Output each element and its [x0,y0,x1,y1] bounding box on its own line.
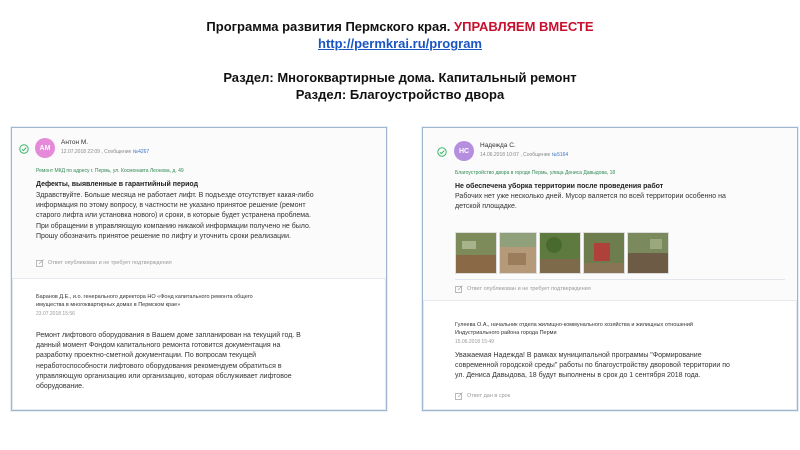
section-label-yard: Раздел: Благоустройство двора [295,87,505,102]
response-line: современной городской среды" работы по благоустройству дворовой территории по [455,362,730,370]
slide-header [0,18,800,103]
response-author [36,294,376,309]
message-title: Дефекты, выявленные в гарантийный период [36,181,199,188]
answer-status [36,259,172,267]
program-name: Программа развития Пермского края. [206,19,455,34]
message-title: Не обеспечена уборка территории после проведения работ [455,183,664,190]
response-line: данный момент Фондом капитального ремонта готовится документация на [36,342,281,350]
photo-image-icon [584,233,624,273]
body-line: информация по этому вопросу, в частности не указано принятое решение (ремонт [36,202,306,210]
response-line: неработоспособности лифтового оборудования рекомендуем обратиться в [36,362,282,370]
message-card-left [11,127,387,411]
attached-photo[interactable] [539,232,581,274]
photo-image-icon [456,233,496,273]
check-circle-icon [437,147,447,157]
answer-status-text: Ответ опубликован и не требует подтверждения [48,260,172,266]
message-address[interactable]: Благоустройство двора в городе Пермь, улица Дениса Давыдова, 18 [455,170,616,176]
edit-icon [455,285,463,293]
response-author-line: Индустриального района города Перми [455,329,557,336]
program-slogan: УПРАВЛЯЕМ ВМЕСТЕ [454,19,594,34]
avatar: НС [454,141,474,161]
body-line: Прошу обозначить принятое решение по лифту и уточнить сроки реализации. [36,232,291,240]
response-line: управляющую организацию или организацию, которая обслуживает лифтовое [36,372,292,380]
program-link[interactable]: http://permkrai.ru/program [318,36,482,51]
message-card-right [422,127,798,411]
message-address[interactable]: Ремонт МКД по адресу г. Пермь, ул. Космонавта Леонова, д. 49 [36,168,184,174]
message-number-link[interactable]: №5164 [551,152,569,158]
body-line: Рабочих нет уже несколько дней. Мусор валяется по всей территории особенно на [455,193,726,200]
attached-photo[interactable] [499,232,537,274]
answer-status [455,285,591,293]
attached-photo[interactable] [455,232,497,274]
photo-image-icon [628,233,668,273]
response-line: оборудование. [36,383,85,391]
author-name: Надежда С. [480,142,516,149]
body-line: старого лифта или установка нового) и сроки, в которые будет устранена проблема. [36,212,311,220]
response-author-line: Гулеева О.А., начальник отдела жилищно-коммунального хозяйства и жилищных отношений [455,322,693,328]
check-circle-icon [19,144,29,154]
edit-icon [36,259,44,267]
author-name: Антон М. [61,139,89,146]
response-date: 23.07.2018 15:56 [36,311,75,317]
response-author [455,322,790,337]
answer-footer[interactable] [455,392,510,400]
response-author-line: Баранов Д.Е., и.о. генерального директора НО «Фонд капитального ремонта общего [36,294,253,300]
response-line: Ремонт лифтового оборудования в Вашем доме запланирован на текущий год. В [36,332,301,339]
attached-photo[interactable] [627,232,669,274]
response-line: Уважаемая Надежда! В рамках муниципальной программы "Формирование [455,352,702,359]
body-line: детской площадке. [455,203,517,211]
avatar: АМ [35,138,55,158]
response-line: ул. Дениса Давыдова, 18 будут выполнены в срок до 1 сентября 2018 года. [455,372,701,380]
answer-status-text: Ответ опубликован и не требует подтверждения [467,286,591,292]
body-line: Здравствуйте. Больше месяца не работает лифт. В подъезде отсутствует какая-либо [36,192,314,199]
edit-icon [455,392,463,400]
message-body [455,192,790,212]
message-body [36,191,381,242]
program-title [0,18,800,35]
message-meta [480,152,568,158]
divider [455,279,785,280]
photo-image-icon [500,233,536,273]
attached-photo[interactable] [583,232,625,274]
section-label-housing: Раздел: Многоквартирные дома. Капитальный ремонт [223,70,577,85]
body-line: При обращении в управляющую компанию никакой информации получено не было. [36,222,311,230]
message-number-link[interactable]: №4267 [132,149,150,155]
message-date: 14.06.2018 10:07 , Сообщение [480,152,552,158]
response-text [455,351,790,382]
response-author-line: имущества в многоквартирных домах в Пермском крае» [36,301,181,308]
message-date: 12.07.2018 22:09 , Сообщение [61,149,133,155]
response-text [36,331,381,392]
answer-on-time-text: Ответ дан в срок [467,393,511,399]
photo-image-icon [540,233,580,273]
response-date: 15.06.2018 15:49 [455,339,494,345]
response-line: разработку проектно-сметной документации. По вопросам текущей [36,352,257,360]
message-meta [61,149,149,155]
